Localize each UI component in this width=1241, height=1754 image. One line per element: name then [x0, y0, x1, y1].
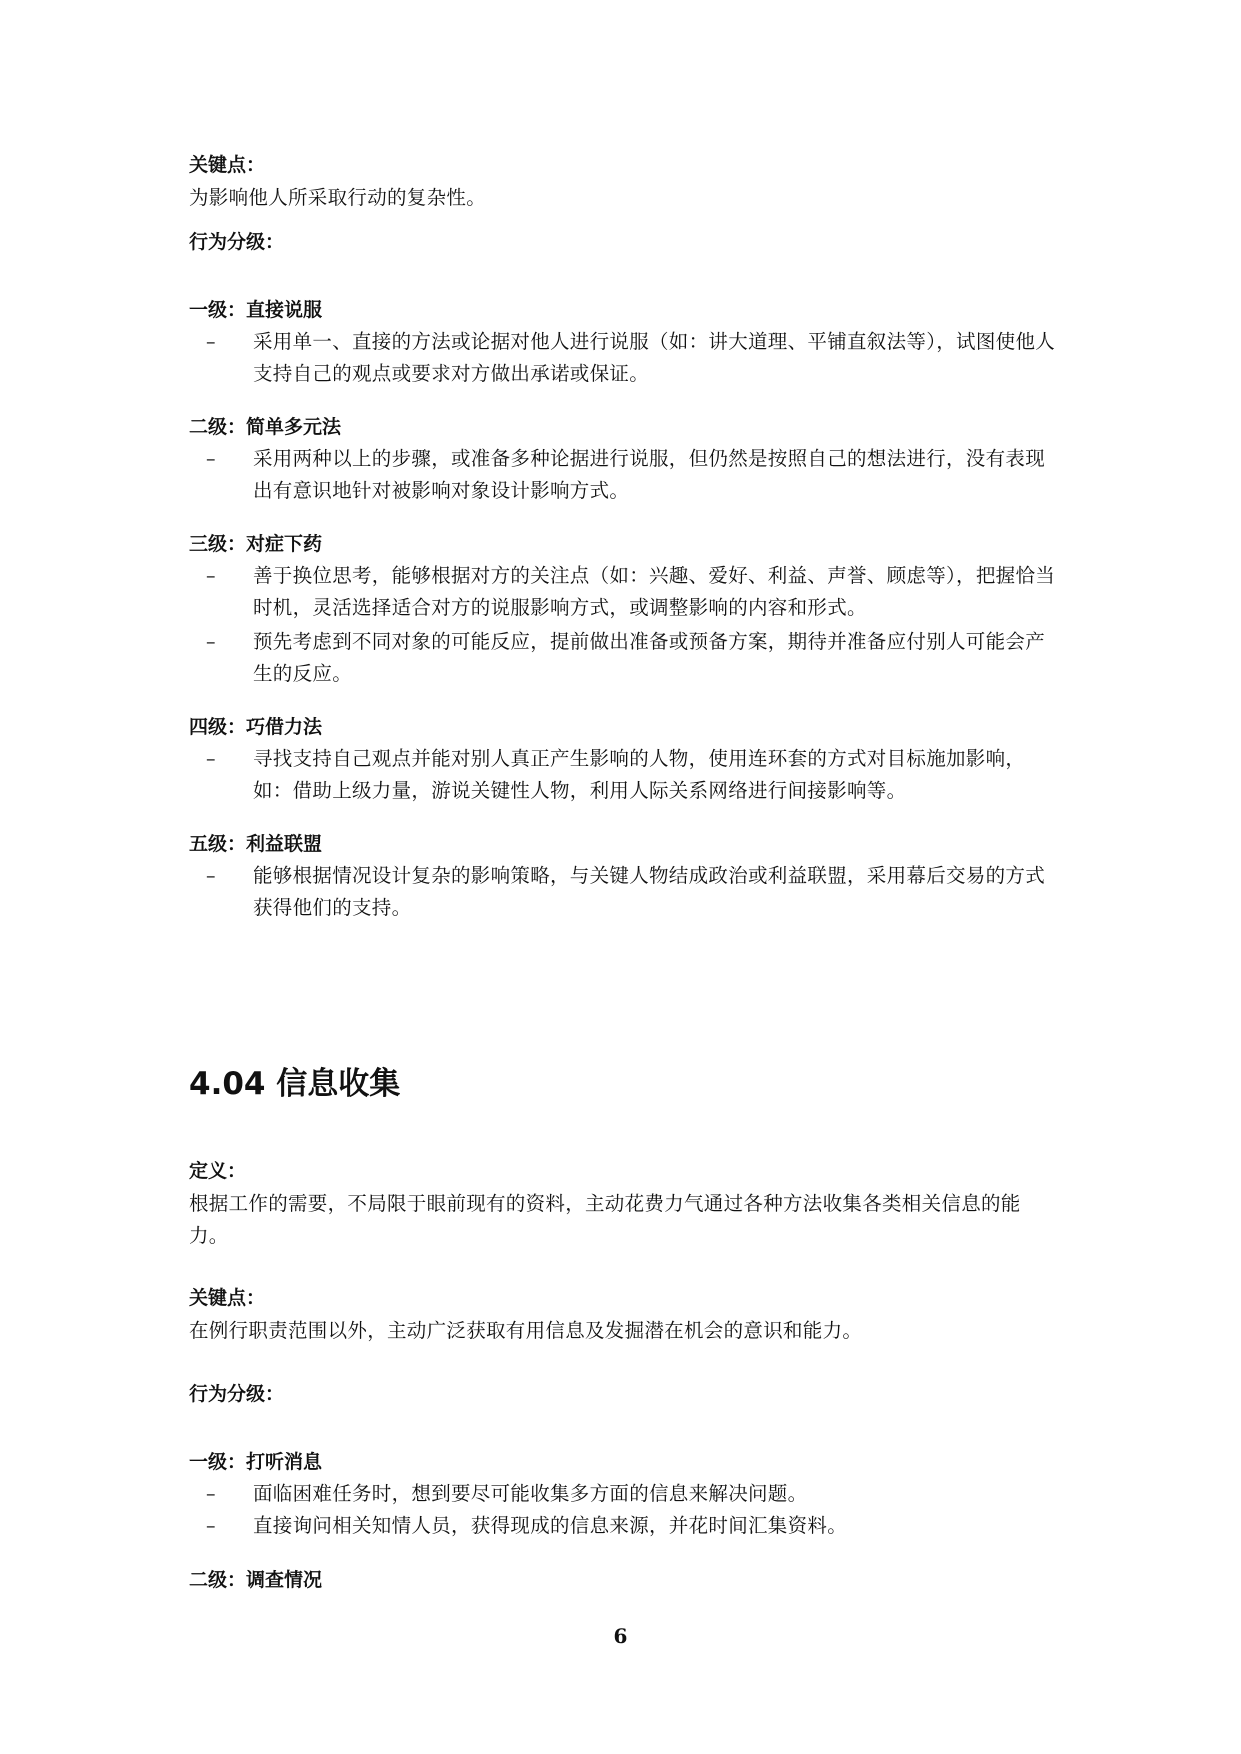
definition-text: 根据工作的需要，不局限于眼前现有的资料，主动花费力气通过各种方法收集各类相关信息的能力。: [189, 1192, 1021, 1247]
level-heading: 五级：利益联盟: [189, 833, 323, 855]
key-points-text: 为影响他人所采取行动的复杂性。: [189, 186, 487, 209]
page-number: 6: [613, 1624, 628, 1648]
bullet-dash: –: [206, 748, 216, 770]
level-heading: 二级：调查情况: [189, 1569, 323, 1591]
section-title: 4.04 信息收集: [189, 1066, 401, 1102]
bullet-dash: –: [206, 1515, 216, 1537]
bullet-dash: –: [206, 865, 216, 887]
bullet-dash: –: [206, 565, 216, 587]
level-heading: 四级：巧借力法: [189, 716, 323, 738]
list-item-text: 寻找支持自己观点并能对别人真正产生影响的人物，使用连环套的方式对目标施加影响，如：借助上级力量，游说关键性人物，利用人际关系网络进行间接影响等。: [253, 747, 1026, 802]
level-heading: 二级：简单多元法: [189, 416, 342, 438]
list-item-text: 采用单一、直接的方法或论据对他人进行说服（如：讲大道理、平铺直叙法等），试图使他人支持自己的观点或要求对方做出承诺或保证。: [253, 330, 1056, 385]
list-item-text: 面临困难任务时，想到要尽可能收集多方面的信息来解决问题。: [253, 1482, 808, 1505]
behavior-grades-label: 行为分级：: [189, 1383, 285, 1405]
key-points-label: 关键点：: [189, 1287, 266, 1309]
bullet-dash: –: [206, 448, 216, 470]
list-item-text: 善于换位思考，能够根据对方的关注点（如：兴趣、爱好、利益、声誉、顾虑等），把握恰当时机，灵活选择适合对方的说服影响方式，或调整影响的内容和形式。: [253, 564, 1056, 619]
bullet-dash: –: [206, 331, 216, 353]
behavior-grades-label: 行为分级：: [189, 231, 285, 253]
list-item-text: 直接询问相关知情人员，获得现成的信息来源，并花时间汇集资料。: [253, 1514, 848, 1537]
level-heading: 一级：直接说服: [189, 299, 323, 321]
level-heading: 三级：对症下药: [189, 533, 323, 555]
key-points-label: 关键点：: [189, 154, 266, 176]
bullet-dash: –: [206, 1483, 216, 1505]
list-item-text: 能够根据情况设计复杂的影响策略，与关键人物结成政治或利益联盟，采用幕后交易的方式获得他们的支持。: [253, 864, 1046, 919]
definition-label: 定义：: [189, 1160, 247, 1182]
level-heading: 一级：打听消息: [189, 1451, 323, 1473]
list-item-text: 采用两种以上的步骤，或准备多种论据进行说服，但仍然是按照自己的想法进行，没有表现出有意识地针对被影响对象设计影响方式。: [253, 447, 1046, 502]
key-points-text: 在例行职责范围以外，主动广泛获取有用信息及发掘潜在机会的意识和能力。: [189, 1319, 863, 1342]
bullet-dash: –: [206, 631, 216, 653]
list-item-text: 预先考虑到不同对象的可能反应，提前做出准备或预备方案，期待并准备应付别人可能会产生的反应。: [253, 630, 1046, 685]
